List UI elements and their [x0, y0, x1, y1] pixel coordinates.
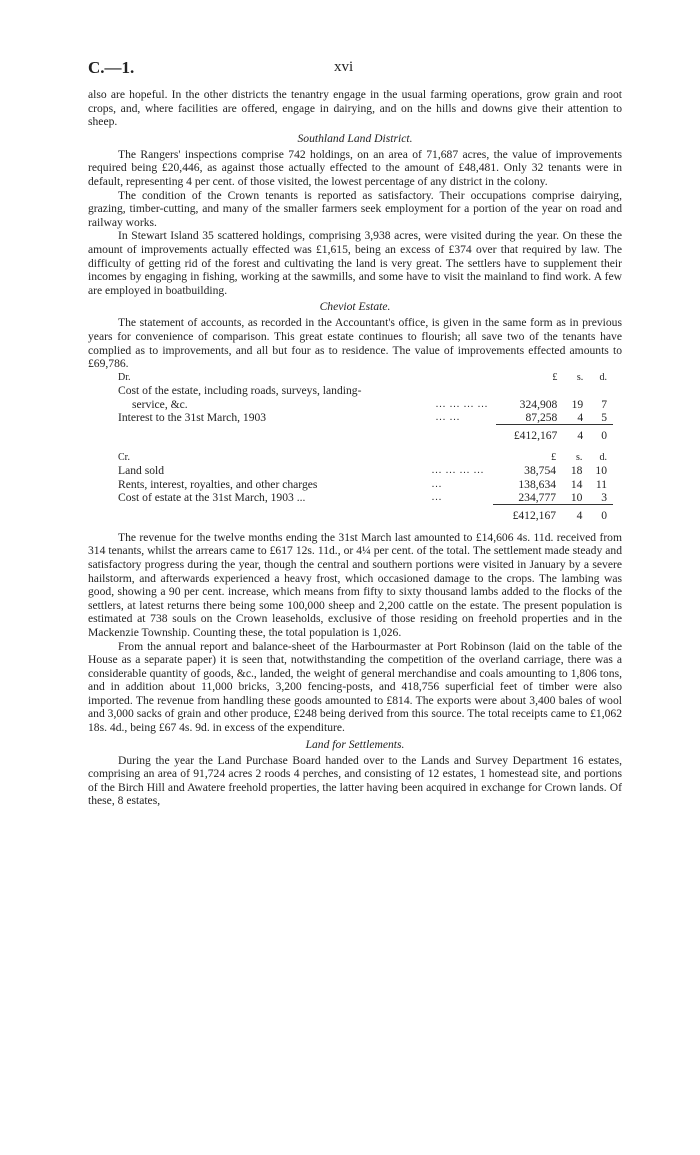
credit-header-row: [118, 451, 613, 464]
pence-column-header: d.: [599, 451, 607, 463]
debit-total-pence: 0: [583, 425, 613, 443]
southland-paragraph-3: In Stewart Island 35 scattered holdings, comprising 3,938 acres, were visited during the year. On these the amount of improvements actually effected was £1,615, being an excess of £374 over that required by law. The difficulty of getting rid of the forest and cultivating the land is very great. The settlers have to supplement their incomes by engaging in fishing, working at the sawmills, and some have to visit the mainland to find work. A few are employed in boatbuilding.: [88, 229, 622, 297]
debit-total-pounds: £412,167: [496, 425, 564, 443]
debit-pence: 7: [601, 397, 607, 411]
settlements-paragraph-1: During the year the Land Purchase Board handed over to the Lands and Survey Department 16 estates, comprising an area of 91,724 acres 2 roods 4 perches, and consisting of 12 estates, 1 homestead site, and portions of the Birch Hill and Awatere freehold properties, the latter having been acquired in exchange for Crown lands. Of these, 8 estates,: [88, 753, 622, 808]
credit-total-pence: 0: [582, 505, 613, 523]
shillings-column-header: s.: [576, 451, 583, 463]
credit-pence: 11: [595, 477, 607, 491]
page-number: xvi: [334, 59, 354, 75]
pence-column-header: d.: [599, 371, 607, 383]
document-page: [88, 58, 622, 808]
document-reference: C.—1.: [88, 58, 135, 77]
credit-item: Land sold: [118, 464, 165, 478]
cheviot-paragraph-2: The revenue for the twelve months ending the 31st March last amounted to £14,606 4s. 11d. received from 314 tenants, whilst the arrears came to £617 12s. 11d., or 4¼ per cent. of the total. The settlement made steady and satisfactory progress during the year, though the central and southern portions were visited in January by a severe hailstorm, and afterwards experienced a heavy frost, which occasioned damage to the crops. The lambing was good, showing a 90 per cent. increase, which means from fifty to sixty thousand lambs added to the flocks of the settlers, at latest returns there being some 100,000 sheep and 2,200 cattle on the estate. The present population is estimated at 738 souls on the Crown leaseholds, exclusive of those residing on freehold properties and in the Mackenzie Township. Counting these, the total population is 1,026.: [88, 530, 622, 639]
leader-dots: ... ... ... ...: [435, 398, 489, 410]
debit-header-row: [118, 371, 613, 384]
debit-item: Cost of the estate, including roads, surveys, landing-: [118, 384, 362, 398]
debit-pounds: 324,908: [519, 397, 558, 411]
debit-shillings: 19: [571, 397, 584, 411]
debit-shillings: 4: [577, 410, 584, 424]
southland-paragraph-1: The Rangers' inspections comprise 742 holdings, on an area of 71,687 acres, the value of improvements required being £20,446, as against those actually effected to the amount of £48,481. Only 32 tenants were in default, representing 4 per cent. of those visited, the lowest percentage of any district in the colony.: [88, 147, 622, 188]
section-title-settlements: Land for Settlements.: [305, 737, 405, 751]
credit-item: Cost of estate at the 31st March, 1903 ...: [118, 491, 306, 505]
cheviot-paragraph-1: The statement of accounts, as recorded in the Accountant's office, is given in the same form as in previous years for convenience of comparison. This great estate continues to flourish; all save two of the tenants have complied as to improvements, and all but four as to residence. The value of improvements effected amounts to £69,786.: [88, 316, 622, 371]
debit-item: service, &c.: [132, 397, 188, 411]
credit-row: [118, 464, 613, 477]
intro-paragraph: also are hopeful. In the other districts the tenantry engage in the usual farming operations, grow grain and root crops, and, where facilities are offered, engage in dairying, and on the hills and downs give their attention to sheep.: [88, 88, 622, 129]
debit-item: Interest to the 31st March, 1903: [118, 411, 267, 425]
debit-row: [118, 398, 613, 411]
credit-pence: 10: [595, 464, 607, 478]
debit-row: [118, 384, 613, 397]
leader-dots: ...: [431, 478, 443, 490]
credit-pounds: 38,754: [524, 464, 557, 478]
cheviot-paragraph-3: From the annual report and balance-sheet of the Harbourmaster at Port Robinson (laid on the table of the House as a separate paper) it is seen that, notwithstanding the competition of the overland carriage, there was a considerable quantity of goods, &c., landed, the weight of general merchandise and coals amounting to 1,806 tons, and in addition about 11,000 bricks, 3,200 fencing-posts, and 418,756 superficial feet of timber were also imported. The revenue from handling these goods amounted to £814. The exports were about 3,400 bales of wool and 3,000 sacks of grain and other produce, £248 being derived from this source. The total receipts came to £1,062 18s. 4d., being £67 4s. 9d. in excess of the expenditure.: [88, 639, 622, 735]
credit-total-row: [118, 505, 613, 523]
credit-row: [118, 491, 613, 505]
leader-dots: ...: [431, 492, 443, 504]
section-title-cheviot: Cheviot Estate.: [319, 300, 391, 314]
debit-total-shillings: 4: [563, 425, 583, 443]
credit-shillings: 10: [570, 490, 583, 504]
credit-row: [118, 478, 613, 491]
pounds-column-header: £: [551, 451, 557, 463]
debit-total-row: [118, 425, 613, 443]
shillings-column-header: s.: [576, 371, 584, 383]
credit-pounds: 138,634: [518, 477, 557, 491]
credit-item: Rents, interest, royalties, and other charges: [118, 477, 318, 491]
credit-pounds: 234,777: [518, 490, 557, 504]
credit-label: Cr.: [118, 451, 130, 463]
section-title-southland: Southland Land District.: [297, 131, 413, 145]
credit-total-pounds: £412,167: [493, 505, 562, 523]
debit-pence: 5: [601, 410, 607, 424]
debit-row: [118, 411, 613, 425]
debit-pounds: 87,258: [525, 410, 558, 424]
pounds-column-header: £: [552, 371, 558, 383]
credit-shillings: 18: [570, 464, 583, 478]
leader-dots: ... ... ... ...: [431, 465, 485, 477]
credit-pence: 3: [601, 490, 607, 504]
page-header: [88, 58, 622, 88]
credit-account-table: [118, 451, 613, 523]
credit-total-shillings: 4: [562, 505, 582, 523]
debit-label: Dr.: [118, 371, 131, 383]
credit-shillings: 14: [570, 477, 583, 491]
southland-paragraph-2: The condition of the Crown tenants is reported as satisfactory. Their occupations comprise dairying, grazing, timber-cutting, and many of the smaller farmers seek employment for a portion of the year on road and railway works.: [88, 188, 622, 229]
leader-dots: ... ...: [435, 412, 461, 424]
debit-account-table: [118, 371, 613, 443]
